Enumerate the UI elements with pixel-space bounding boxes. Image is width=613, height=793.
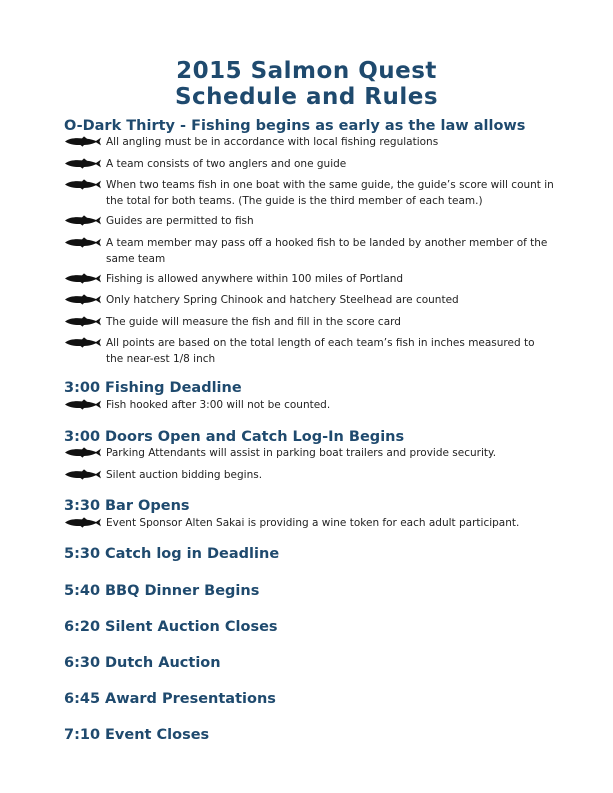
list-item: All angling must be in accordance with local fishing regulations: [64, 135, 554, 151]
salmon-fish-icon: [64, 179, 102, 190]
list-item: When two teams fish in one boat with the same guide, the guide’s score will count in the total for both teams. (The guide is the third member of each team.): [64, 178, 554, 209]
section-title: Doors Open and Catch Log-In Begins: [105, 429, 405, 445]
salmon-fish-icon: [64, 399, 102, 410]
salmon-fish-icon: [64, 237, 102, 248]
list-item: Fishing is allowed anywhere within 100 miles of Portland: [64, 272, 554, 288]
salmon-fish-icon: [64, 469, 102, 480]
salmon-fish-icon: [64, 136, 102, 147]
section-title: Catch log in Deadline: [105, 546, 280, 562]
section-heading: [64, 497, 190, 515]
schedule-entry: [64, 618, 278, 636]
section-heading: [64, 117, 525, 135]
list-item: Fish hooked after 3:00 will not be counted.: [64, 398, 554, 414]
section-time: 3:00: [64, 380, 101, 396]
section-heading: [64, 428, 404, 446]
salmon-fish-icon: [64, 517, 102, 528]
list-item: All points are based on the total length of each team’s fish in inches measured to the near-est 1/8 inch: [64, 336, 554, 367]
list-item: Only hatchery Spring Chinook and hatchery Steelhead are counted: [64, 293, 554, 309]
section-time: 5:40: [64, 583, 101, 599]
schedule-entry: [64, 690, 276, 708]
list-item: Silent auction bidding begins.: [64, 468, 554, 484]
salmon-fish-icon: [64, 447, 102, 458]
section-time: 3:00: [64, 429, 101, 445]
salmon-fish-icon: [64, 316, 102, 327]
section-title: Dutch Auction: [105, 655, 221, 671]
list-item: A team member may pass off a hooked fish to be landed by another member of the same team: [64, 236, 554, 267]
salmon-fish-icon: [64, 215, 102, 226]
section-title: Fishing Deadline: [105, 380, 242, 396]
list-item: The guide will measure the fish and fill in the score card: [64, 315, 554, 331]
section-time: 7:10: [64, 727, 101, 743]
schedule-entry: [64, 582, 259, 600]
section-heading: [64, 379, 242, 397]
section-title: Silent Auction Closes: [105, 619, 278, 635]
section-title: O-Dark Thirty - Fishing begins as early as the law allows: [64, 118, 526, 134]
salmon-fish-icon: [64, 158, 102, 169]
section-time: 6:30: [64, 655, 101, 671]
salmon-fish-icon: [64, 337, 102, 348]
list-item: Guides are permitted to fish: [64, 214, 554, 230]
section-title: Event Closes: [105, 727, 210, 743]
list-item: A team consists of two anglers and one guide: [64, 157, 554, 173]
page-subtitle: Schedule and Rules: [174, 84, 439, 110]
page-title: 2015 Salmon Quest: [176, 58, 437, 84]
section-time: 6:20: [64, 619, 101, 635]
list-item: Event Sponsor Alten Sakai is providing a wine token for each adult participant.: [64, 516, 554, 532]
list-item: Parking Attendants will assist in parking boat trailers and provide security.: [64, 446, 554, 462]
schedule-entry: [64, 654, 221, 672]
schedule-entry: [64, 545, 279, 563]
section-time: 5:30: [64, 546, 101, 562]
salmon-fish-icon: [64, 273, 102, 284]
section-title: Bar Opens: [105, 498, 190, 514]
section-title: BBQ Dinner Begins: [105, 583, 260, 599]
salmon-fish-icon: [64, 294, 102, 305]
section-title: Award Presentations: [105, 691, 276, 707]
section-time: 6:45: [64, 691, 101, 707]
section-time: 3:30: [64, 498, 101, 514]
schedule-entry: [64, 726, 209, 744]
